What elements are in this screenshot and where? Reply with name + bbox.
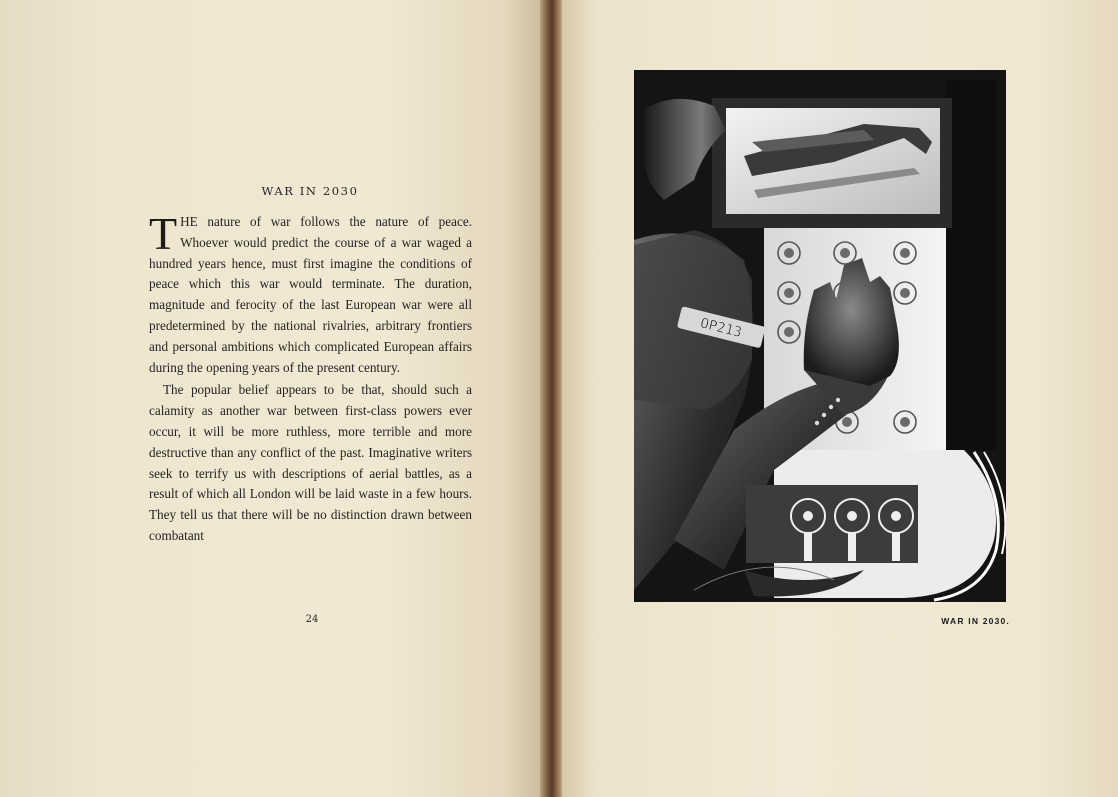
book-gutter [540,0,564,797]
paragraph-2: The popular belief appears to be that, should such a calamity as another war between first-class powers ever occur, it will be more ruthless, more terrible and more destructive than any conflict of the past. Imaginative writers seek to terrify us with descriptions of aerial battles, as a result of which all London will be laid waste in a few hours. They tell us that there will be no distinction drawn between combatant [149,382,472,543]
machine-hand-illustration [634,70,1006,602]
paragraph-1-text: HE nature of war follows the nature of peace. Whoever would predict the course of a war waged a hundred years hence, must first imagine the conditions of peace which this war would terminate. The duration, magnitude and ferocity of the last European war were all predetermined by the national rivalries, arbitrary frontiers and personal ambitions which complicated European affairs during the opening years of the present century. [149,214,472,375]
armband-label: OP213 [698,315,744,342]
paragraph-1 [149,208,472,378]
plate-caption: WAR IN 2030. [941,616,1010,626]
illustration-plate [634,70,1006,602]
running-head: WAR IN 2030 [261,184,359,198]
left-page [0,0,548,797]
drop-cap: T [149,208,178,259]
page-number: 24 [305,614,319,625]
body-text [149,208,472,547]
